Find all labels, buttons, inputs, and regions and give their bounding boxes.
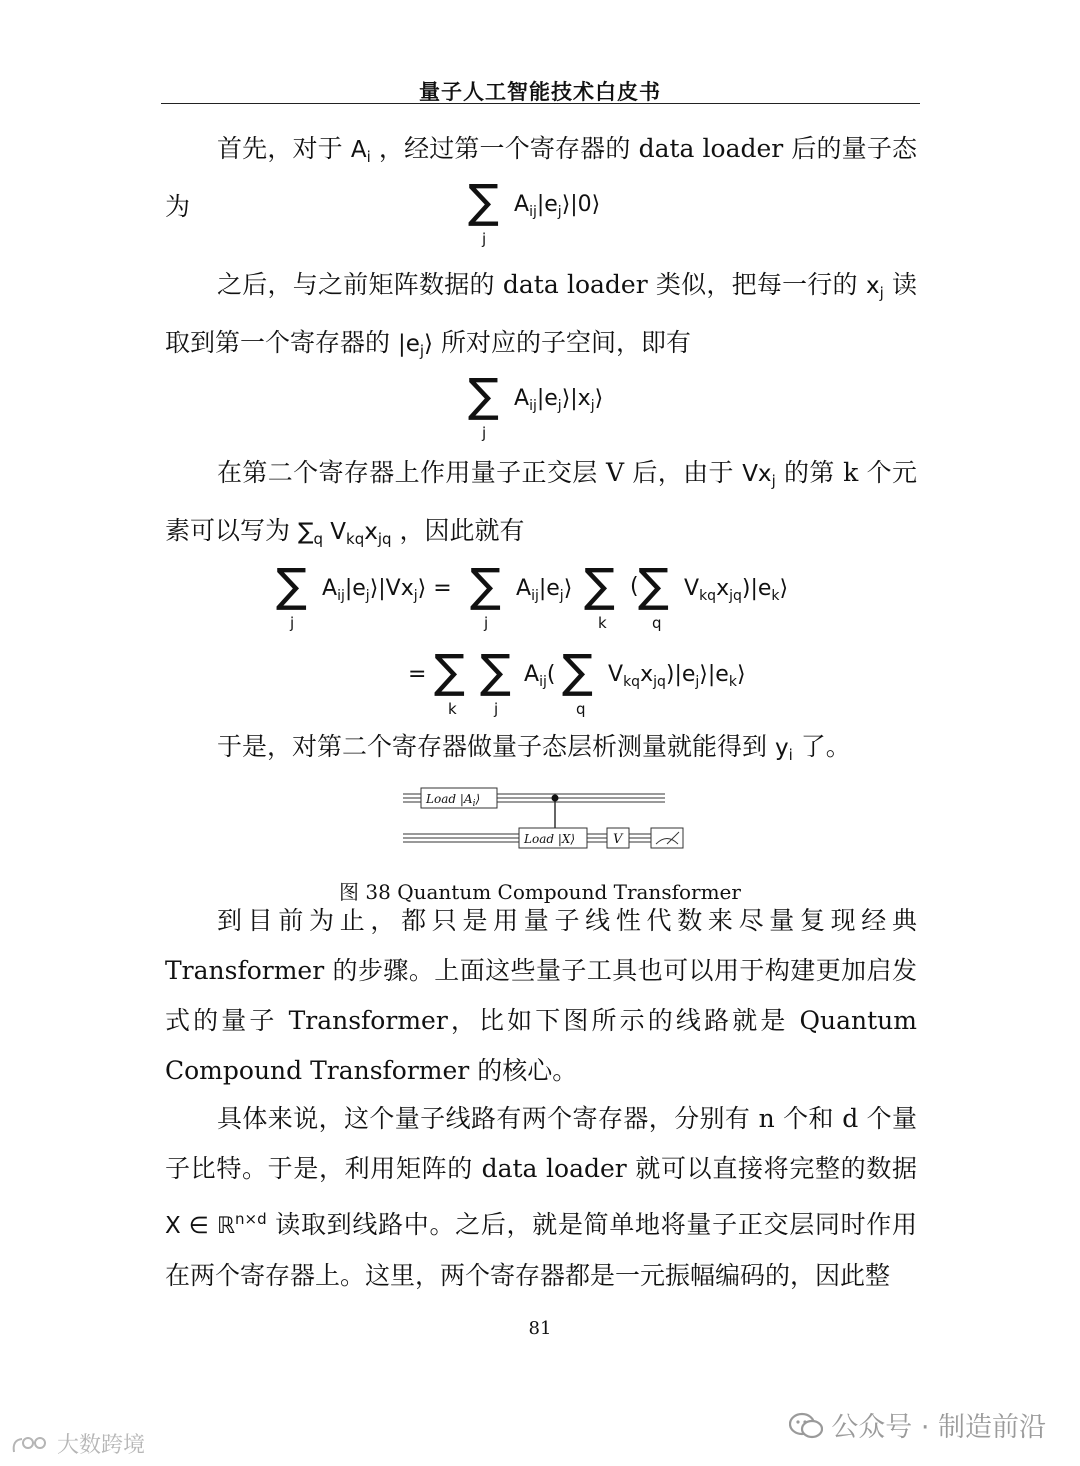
math-a-i: $A_i$	[350, 137, 371, 166]
sum-limit: k	[598, 614, 607, 632]
summation-symbol: ∑	[480, 644, 511, 698]
sum-limit: j	[484, 614, 489, 632]
equation-3-term: $A_{ij}|e_j⟩$	[516, 576, 573, 604]
p6-text-after: 读取到线路中。之后，就是简单地将量子正交层同时作用在两个寄存器上。这里，两个寄存器都是一元振幅编码的，因此整	[165, 1210, 917, 1290]
watermark-wechat	[789, 1405, 1046, 1444]
v-gate-label: V	[613, 832, 623, 847]
math-sum-vkq-xjq: $\sum_q$ $V_{kq}x_{jq}$	[297, 519, 392, 548]
figure-caption: 图 38 Quantum Compound Transformer	[339, 880, 741, 904]
quantum-circuit-diagram	[395, 778, 695, 858]
load-x-label: Load |X⟩	[524, 832, 576, 846]
sum-limit: j	[482, 424, 487, 442]
math-ket-e-j: $|e_j⟩$	[397, 331, 434, 360]
load-a-label: Load $|A_i⟩$	[426, 792, 481, 809]
watermark-right-text: 公众号 · 制造前沿	[831, 1412, 1046, 1443]
paragraph-2	[165, 260, 917, 376]
equation-4-rhs: $V_{kq}x_{jq})|e_j⟩|e_k⟩$	[608, 662, 746, 690]
p6-text-before: 具体来说，这个量子线路有两个寄存器，分别有 n 个和 d 个量子比特。于是，利用矩阵的 data loader 就可以直接将完整的数据	[165, 1104, 917, 1183]
sum-limit: q	[652, 614, 662, 632]
watermark-left-text: 大数跨境	[57, 1433, 146, 1458]
summation-symbol: ∑	[638, 558, 669, 612]
summation-symbol: ∑	[468, 368, 499, 422]
summation-symbol: ∑	[434, 644, 465, 698]
math-y-i: $y_i$	[774, 735, 793, 764]
equals-sign: =	[408, 662, 427, 687]
sum-limit: j	[482, 230, 487, 248]
p2-text-middle: 读取到第一个寄存器的	[165, 270, 917, 357]
p1-text-before: 首先，对于	[217, 134, 351, 163]
math-x-j: $x_j$	[866, 273, 884, 302]
open-paren: (	[630, 574, 639, 599]
p4-text-after: 了。	[792, 732, 851, 761]
equation-3-rhs: $V_{kq}x_{jq})|e_k⟩$	[684, 576, 789, 604]
sum-limit: j	[494, 700, 499, 718]
equation-3-lhs: $A_{ij}|e_j⟩|Vx_j⟩$ =	[322, 576, 452, 604]
equation-4-term: $A_{ij}$(	[524, 662, 556, 690]
math-vx-j: $Vx_j$	[742, 461, 776, 490]
p3-text-middle: 的第 k 个元素可以写为	[165, 458, 917, 545]
p1-text-after: ，经过第一个寄存器的 data loader 后的量子态为	[165, 134, 917, 221]
sum-limit: q	[576, 700, 586, 718]
summation-symbol: ∑	[562, 644, 593, 698]
p4-text-before: 于是，对第二个寄存器做量子态层析测量就能得到	[217, 732, 775, 761]
p3-text-after: ，因此就有	[391, 516, 525, 545]
equation-2-body: $A_{ij}|e_j⟩|x_j⟩$	[514, 386, 604, 414]
header-divider	[161, 103, 920, 104]
wechat-icon	[789, 1412, 823, 1440]
paragraph-5: 到目前为止，都只是用量子线性代数来尽量复现经典 Transformer 的步骤。上面这些量子工具也可以用于构建更加启发式的量子 Transformer，比如下图所示的线路就是 Quantum Compound Transformer 的核心。	[165, 906, 917, 1085]
math-x-real: X ∈ ℝ$^{n\times d}$	[165, 1210, 267, 1239]
control-dot	[552, 795, 559, 802]
brand-logo-icon	[10, 1434, 50, 1456]
watermark-left	[10, 1428, 145, 1459]
p2-text-after: 所对应的子空间，即有	[433, 328, 691, 357]
running-header: 量子人工智能技术白皮书	[419, 79, 661, 104]
paragraph-6	[165, 1094, 917, 1301]
equation-1-body: $A_{ij}|e_j⟩|0⟩$	[514, 192, 601, 220]
paragraph-4	[165, 722, 917, 780]
summation-symbol: ∑	[468, 174, 499, 228]
sum-limit: k	[448, 700, 457, 718]
page-number: 81	[528, 1318, 552, 1339]
sum-limit: j	[290, 614, 295, 632]
p3-text-before: 在第二个寄存器上作用量子正交层 V 后，由于	[217, 458, 743, 487]
summation-symbol: ∑	[276, 558, 307, 612]
summation-symbol: ∑	[584, 558, 615, 612]
p2-text-before: 之后，与之前矩阵数据的 data loader 类似，把每一行的	[217, 270, 866, 299]
paragraph-3	[165, 448, 917, 564]
summation-symbol: ∑	[470, 558, 501, 612]
